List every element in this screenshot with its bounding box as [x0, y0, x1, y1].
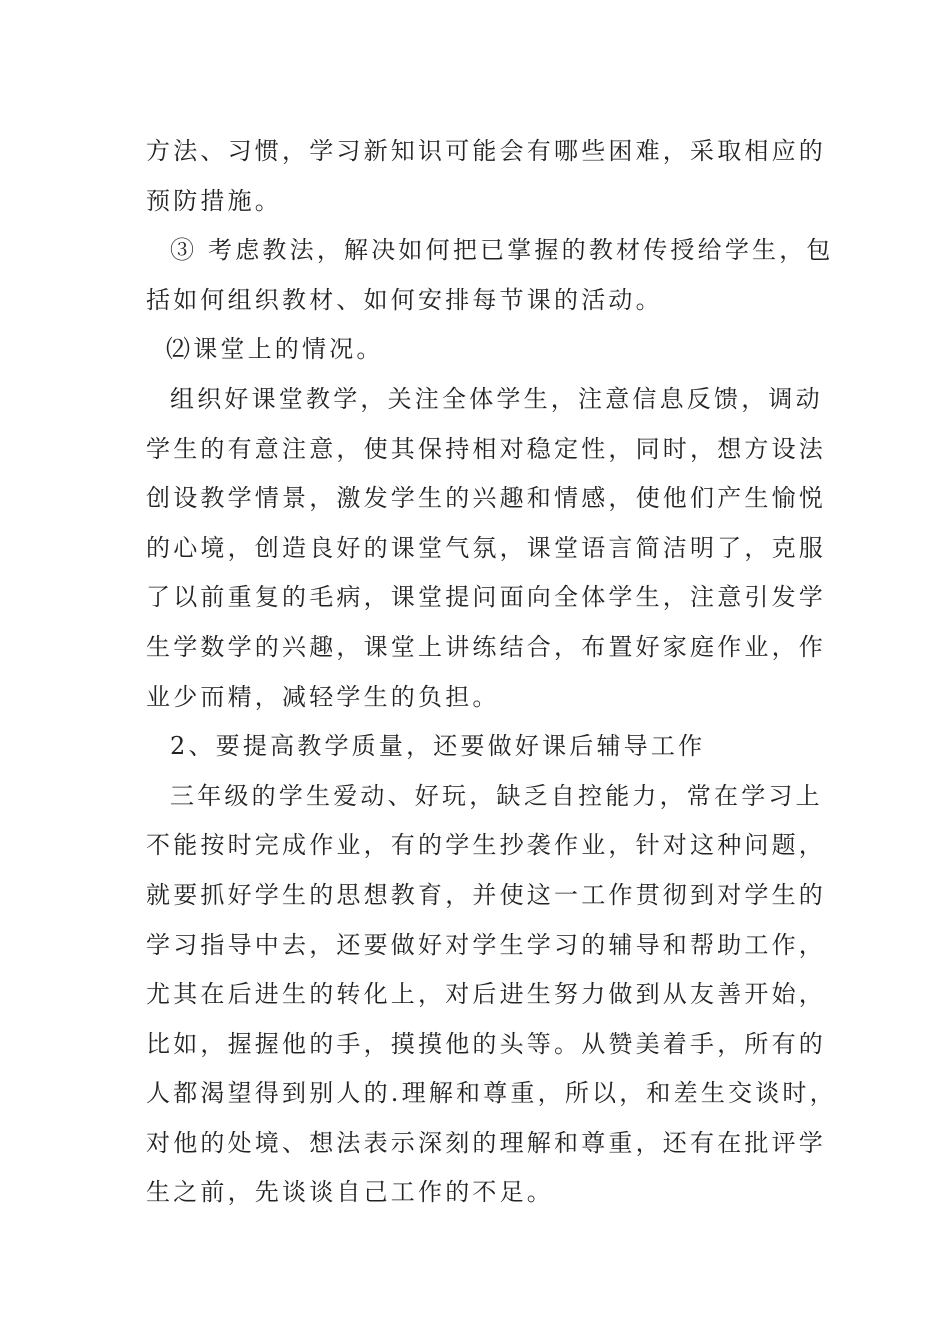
text-line: 方法、习惯，学习新知识可能会有哪些困难，采取相应的 [146, 137, 826, 165]
text-line: 不能按时完成作业，有的学生抄袭作业，针对这种问题， [146, 831, 826, 860]
text-line: 的心境，创造良好的课堂气氛，课堂语言简洁明了，克服 [146, 533, 826, 562]
text-line: 人都渴望得到别人的.理解和尊重，所以，和差生交谈时， [146, 1079, 837, 1108]
text-line: 创设教学情景，激发学生的兴趣和情感，使他们产生愉悦 [146, 484, 826, 513]
text-line: 预防措施。 [146, 186, 282, 215]
section-heading: 2、要提高教学质量，还要做好课后辅导工作 [170, 732, 706, 761]
text-line: 对他的处境、想法表示深刻的理解和尊重，还有在批评学 [146, 1128, 826, 1157]
text-line: 生之前，先谈谈自己工作的不足。 [146, 1178, 554, 1207]
section-heading: ⑵课堂上的情况。 [166, 335, 384, 364]
text-line: 比如，握握他的手，摸摸他的头等。从赞美着手，所有的 [146, 1029, 826, 1058]
text-line: 学习指导中去，还要做好对学生学习的辅导和帮助工作， [146, 930, 826, 959]
text-line: 尤其在后进生的转化上，对后进生努力做到从友善开始， [146, 980, 826, 1009]
text-line: 组织好课堂教学，关注全体学生，注意信息反馈，调动 [170, 384, 823, 413]
text-line: 生学数学的兴趣，课堂上讲练结合，布置好家庭作业，作 [146, 632, 826, 661]
body-text [146, 127, 837, 1218]
text-line: 业少而精，减轻学生的负担。 [146, 682, 500, 711]
text-line: 了以前重复的毛病，课堂提问面向全体学生，注意引发学 [146, 583, 826, 612]
text-line: ③ 考虑教法，解决如何把已掌握的教材传授给学生，包 [170, 236, 834, 265]
text-line: 就要抓好学生的思想教育，并使这一工作贯彻到对学生的 [146, 880, 826, 909]
text-line: 三年级的学生爱动、好玩，缺乏自控能力，常在学习上 [170, 781, 823, 810]
text-line: 括如何组织教材、如何安排每节课的活动。 [146, 285, 663, 314]
text-line: 学生的有意注意，使其保持相对稳定性，同时，想方设法 [146, 434, 826, 463]
